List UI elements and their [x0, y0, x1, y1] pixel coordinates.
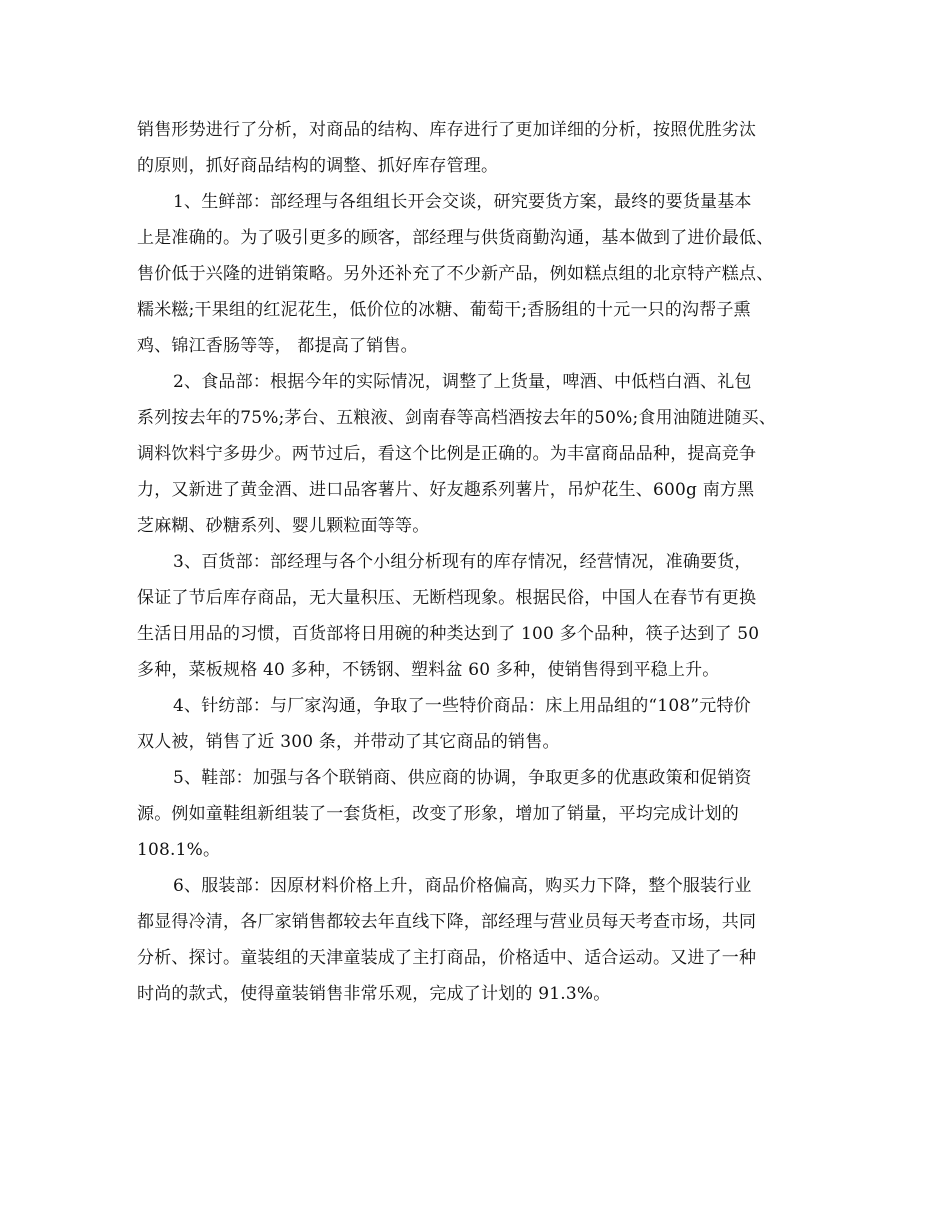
document-body: [137, 112, 837, 1012]
text-line-11: 力，又新进了黄金酒、进口品客薯片、好友趣系列薯片，吊炉花生、600g 南方黑: [137, 480, 755, 500]
text-line-6: 糯米糍;干果组的红泥花生，低价位的冰糖、葡萄干;香肠组的十元一只的沟帮子熏: [137, 300, 751, 320]
paragraph-fresh-food: 1、生鲜部：部经理与各组组长开会交谈，研究要货方案，最终的要货量基本: [173, 192, 752, 212]
text-line-9: 系列按去年的75%;茅台、五粮液、剑南春等高档酒按去年的50%;食用油随进随买、: [137, 408, 777, 428]
text-line-14: 保证了节后库存商品，无大量积压、无断档现象。根据民俗，中国人在春节有更换: [137, 588, 757, 608]
paragraph-food: 2、食品部：根据今年的实际情况，调整了上货量，啤酒、中低档白酒、礼包: [173, 372, 752, 392]
paragraph-textiles: 4、针纺部：与厂家沟通，争取了一些特价商品：床上用品组的“108”元特价: [173, 696, 751, 716]
text-line-5: 售价低于兴隆的进销策略。另外还补充了不少新产品，例如糕点组的北京特产糕点、: [137, 264, 774, 284]
text-line-10: 调料饮料宁多毋少。两节过后，看这个比例是正确的。为丰富商品品种，提高竞争: [137, 444, 757, 464]
text-line-2: 的原则，抓好商品结构的调整、抓好库存管理。: [137, 156, 499, 176]
paragraph-clothing: 6、服装部：因原材料价格上升，商品价格偏高，购买力下降，整个服装行业: [173, 876, 752, 896]
text-line-4: 上是准确的。为了吸引更多的顾客，部经理与供货商勤沟通，基本做到了进价最低、: [137, 228, 774, 248]
paragraph-shoes: 5、鞋部：加强与各个联销商、供应商的协调，争取更多的优惠政策和促销资: [173, 768, 752, 788]
text-line-23: 都显得冷清，各厂家销售都较去年直线下降，部经理与营业员每天考查市场，共同: [137, 912, 757, 932]
text-line-15: 生活日用品的习惯，百货部将日用碗的种类达到了 100 多个品种，筷子达到了 50: [137, 624, 760, 644]
text-line-21: 108.1%。: [137, 840, 221, 860]
text-line-1: 销售形势进行了分析，对商品的结构、库存进行了更加详细的分析，按照优胜劣汰: [137, 120, 757, 140]
text-line-12: 芝麻糊、砂糖系列、婴儿颗粒面等等。: [137, 516, 430, 536]
text-line-7: 鸡、锦江香肠等等， 都提高了销售。: [137, 336, 418, 356]
text-line-25: 时尚的款式，使得童装销售非常乐观，完成了计划的 91.3%。: [137, 984, 611, 1004]
paragraph-general-goods: 3、百货部：部经理与各个小组分析现有的库存情况，经营情况，准确要货，: [173, 552, 752, 572]
text-line-16: 多种，菜板规格 40 多种，不锈钢、塑料盆 60 多种，使销售得到平稳上升。: [137, 660, 720, 680]
text-line-20: 源。例如童鞋组新组装了一套货柜，改变了形象，增加了销量，平均完成计划的: [137, 804, 739, 824]
text-line-18: 双人被，销售了近 300 条，并带动了其它商品的销售。: [137, 732, 560, 752]
text-line-24: 分析、探讨。童装组的天津童装成了主打商品，价格适中、适合运动。又进了一种: [137, 948, 757, 968]
